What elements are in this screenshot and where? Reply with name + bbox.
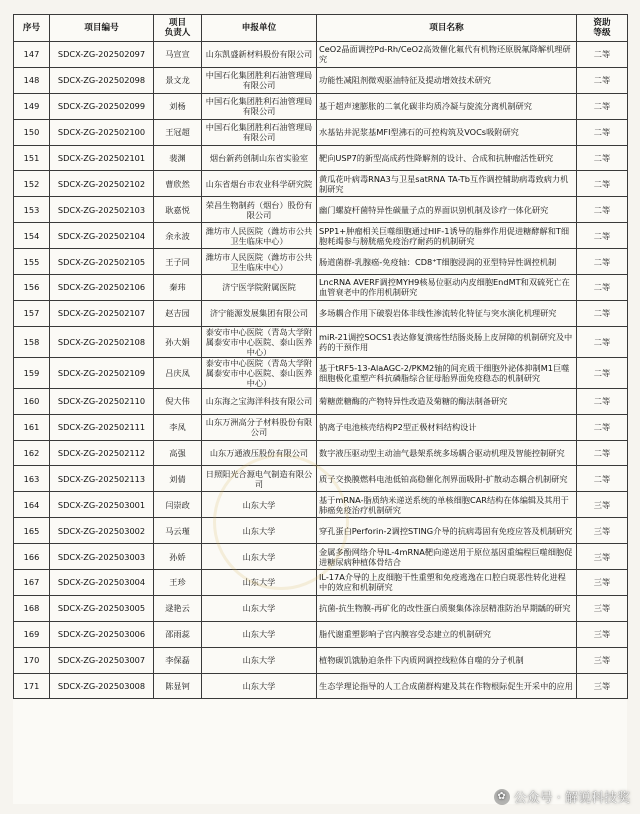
- row-grade: 二等: [577, 42, 628, 68]
- row-project-id: SDCX-ZG-202502109: [50, 357, 154, 388]
- table-row: [14, 119, 628, 145]
- table-row: [14, 171, 628, 197]
- row-index: 167: [14, 570, 50, 596]
- row-unit: 山东大学: [202, 544, 317, 570]
- row-unit: 泰安市中心医院（青岛大学附属泰安市中心医院、泰山医养中心）: [202, 326, 317, 357]
- row-project-name: 多场耦合作用下破裂岩体非线性渗流转化特征与突水演化机理研究: [317, 300, 577, 326]
- row-leader: 邵雨蕊: [154, 621, 202, 647]
- row-leader: 曹欣然: [154, 171, 202, 197]
- row-project-id: SDCX-ZG-202502106: [50, 275, 154, 301]
- table-row: [14, 440, 628, 466]
- row-unit: 中国石化集团胜利石油管理局有限公司: [202, 67, 317, 93]
- row-leader: 裴渊: [154, 145, 202, 171]
- row-grade: 三等: [577, 570, 628, 596]
- row-project-name: SPP1+肿瘤相关巨噬细胞通过HIF-1诱导的脂葬作用促进糖酵解和T细胞耗竭参与膀胱癌免疫治疗耐药的机制研究: [317, 223, 577, 249]
- row-unit: 济宁医学院附属医院: [202, 275, 317, 301]
- row-index: 163: [14, 466, 50, 492]
- wechat-watermark: [494, 787, 630, 806]
- row-leader: 孙娇: [154, 544, 202, 570]
- row-index: 168: [14, 595, 50, 621]
- row-leader: 倪大伟: [154, 388, 202, 414]
- row-leader: 余永波: [154, 223, 202, 249]
- row-leader: 刘杨: [154, 93, 202, 119]
- row-index: 157: [14, 300, 50, 326]
- row-index: 159: [14, 357, 50, 388]
- row-project-id: SDCX-ZG-202503004: [50, 570, 154, 596]
- row-leader: 闫崇政: [154, 492, 202, 518]
- row-leader: 李凤: [154, 414, 202, 440]
- row-project-name: 金属多酚网络介导IL-4mRNA靶向递送用于原位基因重编程巨噬细胞促进糖尿病种植体骨结合: [317, 544, 577, 570]
- row-project-name: 幽门螺旋杆菌特异性碳量子点的界面识别机制及诊疗一体化研究: [317, 197, 577, 223]
- row-leader: 赵吉园: [154, 300, 202, 326]
- row-unit: 山东海之宝海洋科技有限公司: [202, 388, 317, 414]
- row-grade: 二等: [577, 326, 628, 357]
- row-grade: 三等: [577, 544, 628, 570]
- row-leader: 马宣宣: [154, 42, 202, 68]
- row-grade: 三等: [577, 595, 628, 621]
- row-project-name: 靶向USP7的新型高成药性降解剂的设计、合成和抗肿瘤活性研究: [317, 145, 577, 171]
- row-leader: 耿嘉悦: [154, 197, 202, 223]
- row-grade: 二等: [577, 440, 628, 466]
- row-project-id: SDCX-ZG-202502097: [50, 42, 154, 68]
- row-unit: 日照阳光合源电气制造有限公司: [202, 466, 317, 492]
- row-unit: 山东大学: [202, 673, 317, 699]
- row-leader: 王珍: [154, 570, 202, 596]
- row-project-id: SDCX-ZG-202502098: [50, 67, 154, 93]
- row-project-id: SDCX-ZG-202503002: [50, 518, 154, 544]
- row-unit: 潍坊市人民医院（潍坊市公共卫生临床中心）: [202, 223, 317, 249]
- row-project-id: SDCX-ZG-202503006: [50, 621, 154, 647]
- row-unit: 山东万通液压股份有限公司: [202, 440, 317, 466]
- row-project-name: 菊糖蔗糖酶的产物特异性改造及菊糖的酶法制备研究: [317, 388, 577, 414]
- row-project-id: SDCX-ZG-202503008: [50, 673, 154, 699]
- project-table: [13, 14, 628, 699]
- table-row: [14, 42, 628, 68]
- row-project-id: SDCX-ZG-202502108: [50, 326, 154, 357]
- table-row: [14, 570, 628, 596]
- row-leader: 高强: [154, 440, 202, 466]
- row-index: 162: [14, 440, 50, 466]
- row-project-id: SDCX-ZG-202502099: [50, 93, 154, 119]
- table-row: [14, 67, 628, 93]
- row-project-id: SDCX-ZG-202502112: [50, 440, 154, 466]
- table-row: [14, 492, 628, 518]
- row-unit: 烟台新药创制山东省实验室: [202, 145, 317, 171]
- row-grade: 二等: [577, 197, 628, 223]
- row-index: 149: [14, 93, 50, 119]
- row-project-name: 钠离子电池核壳结构P2型正极材料结构设计: [317, 414, 577, 440]
- row-index: 148: [14, 67, 50, 93]
- row-project-name: 脂代谢重塑影响子宫内膜容受态建立的机制研究: [317, 621, 577, 647]
- row-grade: 二等: [577, 414, 628, 440]
- row-grade: 三等: [577, 518, 628, 544]
- row-grade: 二等: [577, 93, 628, 119]
- row-project-name: 功能性减阻剂微观驱油特征及提动增效技术研究: [317, 67, 577, 93]
- row-project-id: SDCX-ZG-202502107: [50, 300, 154, 326]
- row-project-name: 质子交换膜燃料电池低铂高稳催化剂界面吸附-扩散动态耦合机制研究: [317, 466, 577, 492]
- table-row: [14, 275, 628, 301]
- row-project-name: 肠道菌群-乳腺癌-免疫轴：CD8⁺T细胞浸润的亚型特异性调控机制: [317, 249, 577, 275]
- row-project-name: 生态学理论指导的人工合成菌群构建及其在作物根际促生开采中的应用: [317, 673, 577, 699]
- row-grade: 二等: [577, 466, 628, 492]
- table-row: [14, 249, 628, 275]
- table-row: [14, 300, 628, 326]
- row-unit: 潍坊市人民医院（潍坊市公共卫生临床中心）: [202, 249, 317, 275]
- row-project-id: SDCX-ZG-202502110: [50, 388, 154, 414]
- row-project-name: IL-17A介导的上皮细胞干性重塑和免疫逃逸在口腔白斑恶性转化进程中的效应和机制研究: [317, 570, 577, 596]
- table-row: [14, 518, 628, 544]
- row-project-id: SDCX-ZG-202502102: [50, 171, 154, 197]
- row-index: 170: [14, 647, 50, 673]
- row-unit: 山东大学: [202, 492, 317, 518]
- row-grade: 二等: [577, 223, 628, 249]
- row-grade: 三等: [577, 492, 628, 518]
- row-index: 156: [14, 275, 50, 301]
- row-grade: 三等: [577, 621, 628, 647]
- row-project-id: SDCX-ZG-202502103: [50, 197, 154, 223]
- row-leader: 秦玮: [154, 275, 202, 301]
- row-project-id: SDCX-ZG-202502105: [50, 249, 154, 275]
- table-row: [14, 414, 628, 440]
- row-leader: 马云瑾: [154, 518, 202, 544]
- row-leader: 王冠超: [154, 119, 202, 145]
- row-index: 164: [14, 492, 50, 518]
- header-unit: 申报单位: [202, 15, 317, 42]
- row-index: 171: [14, 673, 50, 699]
- row-project-id: SDCX-ZG-202503001: [50, 492, 154, 518]
- row-leader: 孙大娟: [154, 326, 202, 357]
- row-unit: 山东万洲高分子材料股份有限公司: [202, 414, 317, 440]
- row-project-name: 基于超声速膨胀的二氧化碳非均质冷凝与旋流分离机制研究: [317, 93, 577, 119]
- row-index: 169: [14, 621, 50, 647]
- row-leader: 逯艳云: [154, 595, 202, 621]
- table-row: [14, 223, 628, 249]
- row-unit: 中国石化集团胜利石油管理局有限公司: [202, 93, 317, 119]
- row-project-id: SDCX-ZG-202503007: [50, 647, 154, 673]
- row-project-id: SDCX-ZG-202503005: [50, 595, 154, 621]
- row-unit: 山东大学: [202, 570, 317, 596]
- row-leader: 陈显钶: [154, 673, 202, 699]
- row-unit: 山东凯盛新材料股份有限公司: [202, 42, 317, 68]
- row-project-id: SDCX-ZG-202503003: [50, 544, 154, 570]
- row-index: 166: [14, 544, 50, 570]
- row-index: 147: [14, 42, 50, 68]
- row-index: 155: [14, 249, 50, 275]
- row-index: 150: [14, 119, 50, 145]
- row-index: 154: [14, 223, 50, 249]
- table-row: [14, 326, 628, 357]
- row-grade: 二等: [577, 171, 628, 197]
- row-index: 161: [14, 414, 50, 440]
- row-project-name: LncRNA AVERF调控MYH9核易位驱动内皮细胞EndMT和双硫死亡在血管衰老中的作用机制研究: [317, 275, 577, 301]
- row-unit: 泰安市中心医院（青岛大学附属泰安市中心医院、泰山医养中心）: [202, 357, 317, 388]
- table-row: [14, 595, 628, 621]
- table-row: [14, 647, 628, 673]
- row-project-name: 基于tRF5-13-AlaAGC-2/PKM2轴的间充质干细胞外泌体抑制M1巨噬细胞极化重塑产科抗磷脂综合征母胎界面免疫稳态的机制研究: [317, 357, 577, 388]
- row-unit: 中国石化集团胜利石油管理局有限公司: [202, 119, 317, 145]
- row-project-name: 植物碳饥饿胁迫条件下内质网调控线粒体自噬的分子机制: [317, 647, 577, 673]
- row-index: 151: [14, 145, 50, 171]
- row-grade: 二等: [577, 249, 628, 275]
- row-project-id: SDCX-ZG-202502104: [50, 223, 154, 249]
- row-index: 152: [14, 171, 50, 197]
- row-project-id: SDCX-ZG-202502100: [50, 119, 154, 145]
- row-leader: 王子同: [154, 249, 202, 275]
- watermark-text: 公众号 · 解说科技奖: [513, 791, 630, 806]
- table-row: [14, 544, 628, 570]
- table-row: [14, 466, 628, 492]
- row-project-name: 抗菌-抗生物膜-再矿化的改性蛋白质聚集体涂层精准防治早期龋的研究: [317, 595, 577, 621]
- table-row: [14, 621, 628, 647]
- row-grade: 二等: [577, 388, 628, 414]
- row-grade: 三等: [577, 647, 628, 673]
- table-row: [14, 145, 628, 171]
- table-row: [14, 357, 628, 388]
- header-project-id: 项目编号: [50, 15, 154, 42]
- header-leader: 项目 负责人: [154, 15, 202, 42]
- row-grade: 三等: [577, 673, 628, 699]
- row-index: 165: [14, 518, 50, 544]
- row-project-name: 数字液压驱动型主动油气悬架系统多场耦合驱动机理及智能控制研究: [317, 440, 577, 466]
- header-project-name: 项目名称: [317, 15, 577, 42]
- row-project-id: SDCX-ZG-202502101: [50, 145, 154, 171]
- row-unit: 山东大学: [202, 647, 317, 673]
- table-row: [14, 388, 628, 414]
- row-unit: 山东大学: [202, 621, 317, 647]
- table-row: [14, 93, 628, 119]
- row-project-name: 穿孔蛋白Perforin-2调控STING介导的抗病毒固有免疫应答及机制研究: [317, 518, 577, 544]
- wechat-icon: ✿: [494, 789, 510, 805]
- header-index: 序号: [14, 15, 50, 42]
- row-unit: 山东大学: [202, 595, 317, 621]
- row-unit: 荣昌生物制药（烟台）股份有限公司: [202, 197, 317, 223]
- row-grade: 二等: [577, 357, 628, 388]
- row-grade: 二等: [577, 145, 628, 171]
- row-unit: 济宁能源发展集团有限公司: [202, 300, 317, 326]
- row-grade: 二等: [577, 300, 628, 326]
- row-project-name: 水基钻井泥浆基MFI型沸石的可控构筑及VOCs吸附研究: [317, 119, 577, 145]
- row-leader: 李保磊: [154, 647, 202, 673]
- table-row: [14, 673, 628, 699]
- row-index: 158: [14, 326, 50, 357]
- row-unit: 山东省烟台市农业科学研究院: [202, 171, 317, 197]
- row-leader: 景文龙: [154, 67, 202, 93]
- table-row: [14, 197, 628, 223]
- row-project-name: 黄瓜花叶病毒RNA3与卫星satRNA TA-Tb互作调控辅助病毒致病力机制研究: [317, 171, 577, 197]
- row-index: 160: [14, 388, 50, 414]
- row-leader: 吕庆凤: [154, 357, 202, 388]
- row-leader: 刘倩: [154, 466, 202, 492]
- row-project-name: CeO2晶面调控Pd-Rh/CeO2高效催化氟代有机物还原脱氟降解机理研究: [317, 42, 577, 68]
- document-page: [13, 14, 627, 804]
- row-project-id: SDCX-ZG-202502113: [50, 466, 154, 492]
- row-grade: 二等: [577, 275, 628, 301]
- row-grade: 二等: [577, 119, 628, 145]
- row-project-name: miR-21调控SOCS1表达修复溃疡性结肠炎肠上皮屏障的机制研究及中药的干预作用: [317, 326, 577, 357]
- table-header-row: [14, 15, 628, 42]
- row-project-name: 基于mRNA-脂质纳米递送系统的单核细胞CAR结构在体编辑及其用于肺癌免疫治疗机制研究: [317, 492, 577, 518]
- header-grade: 资助 等级: [577, 15, 628, 42]
- row-project-id: SDCX-ZG-202502111: [50, 414, 154, 440]
- row-unit: 山东大学: [202, 518, 317, 544]
- row-grade: 二等: [577, 67, 628, 93]
- row-index: 153: [14, 197, 50, 223]
